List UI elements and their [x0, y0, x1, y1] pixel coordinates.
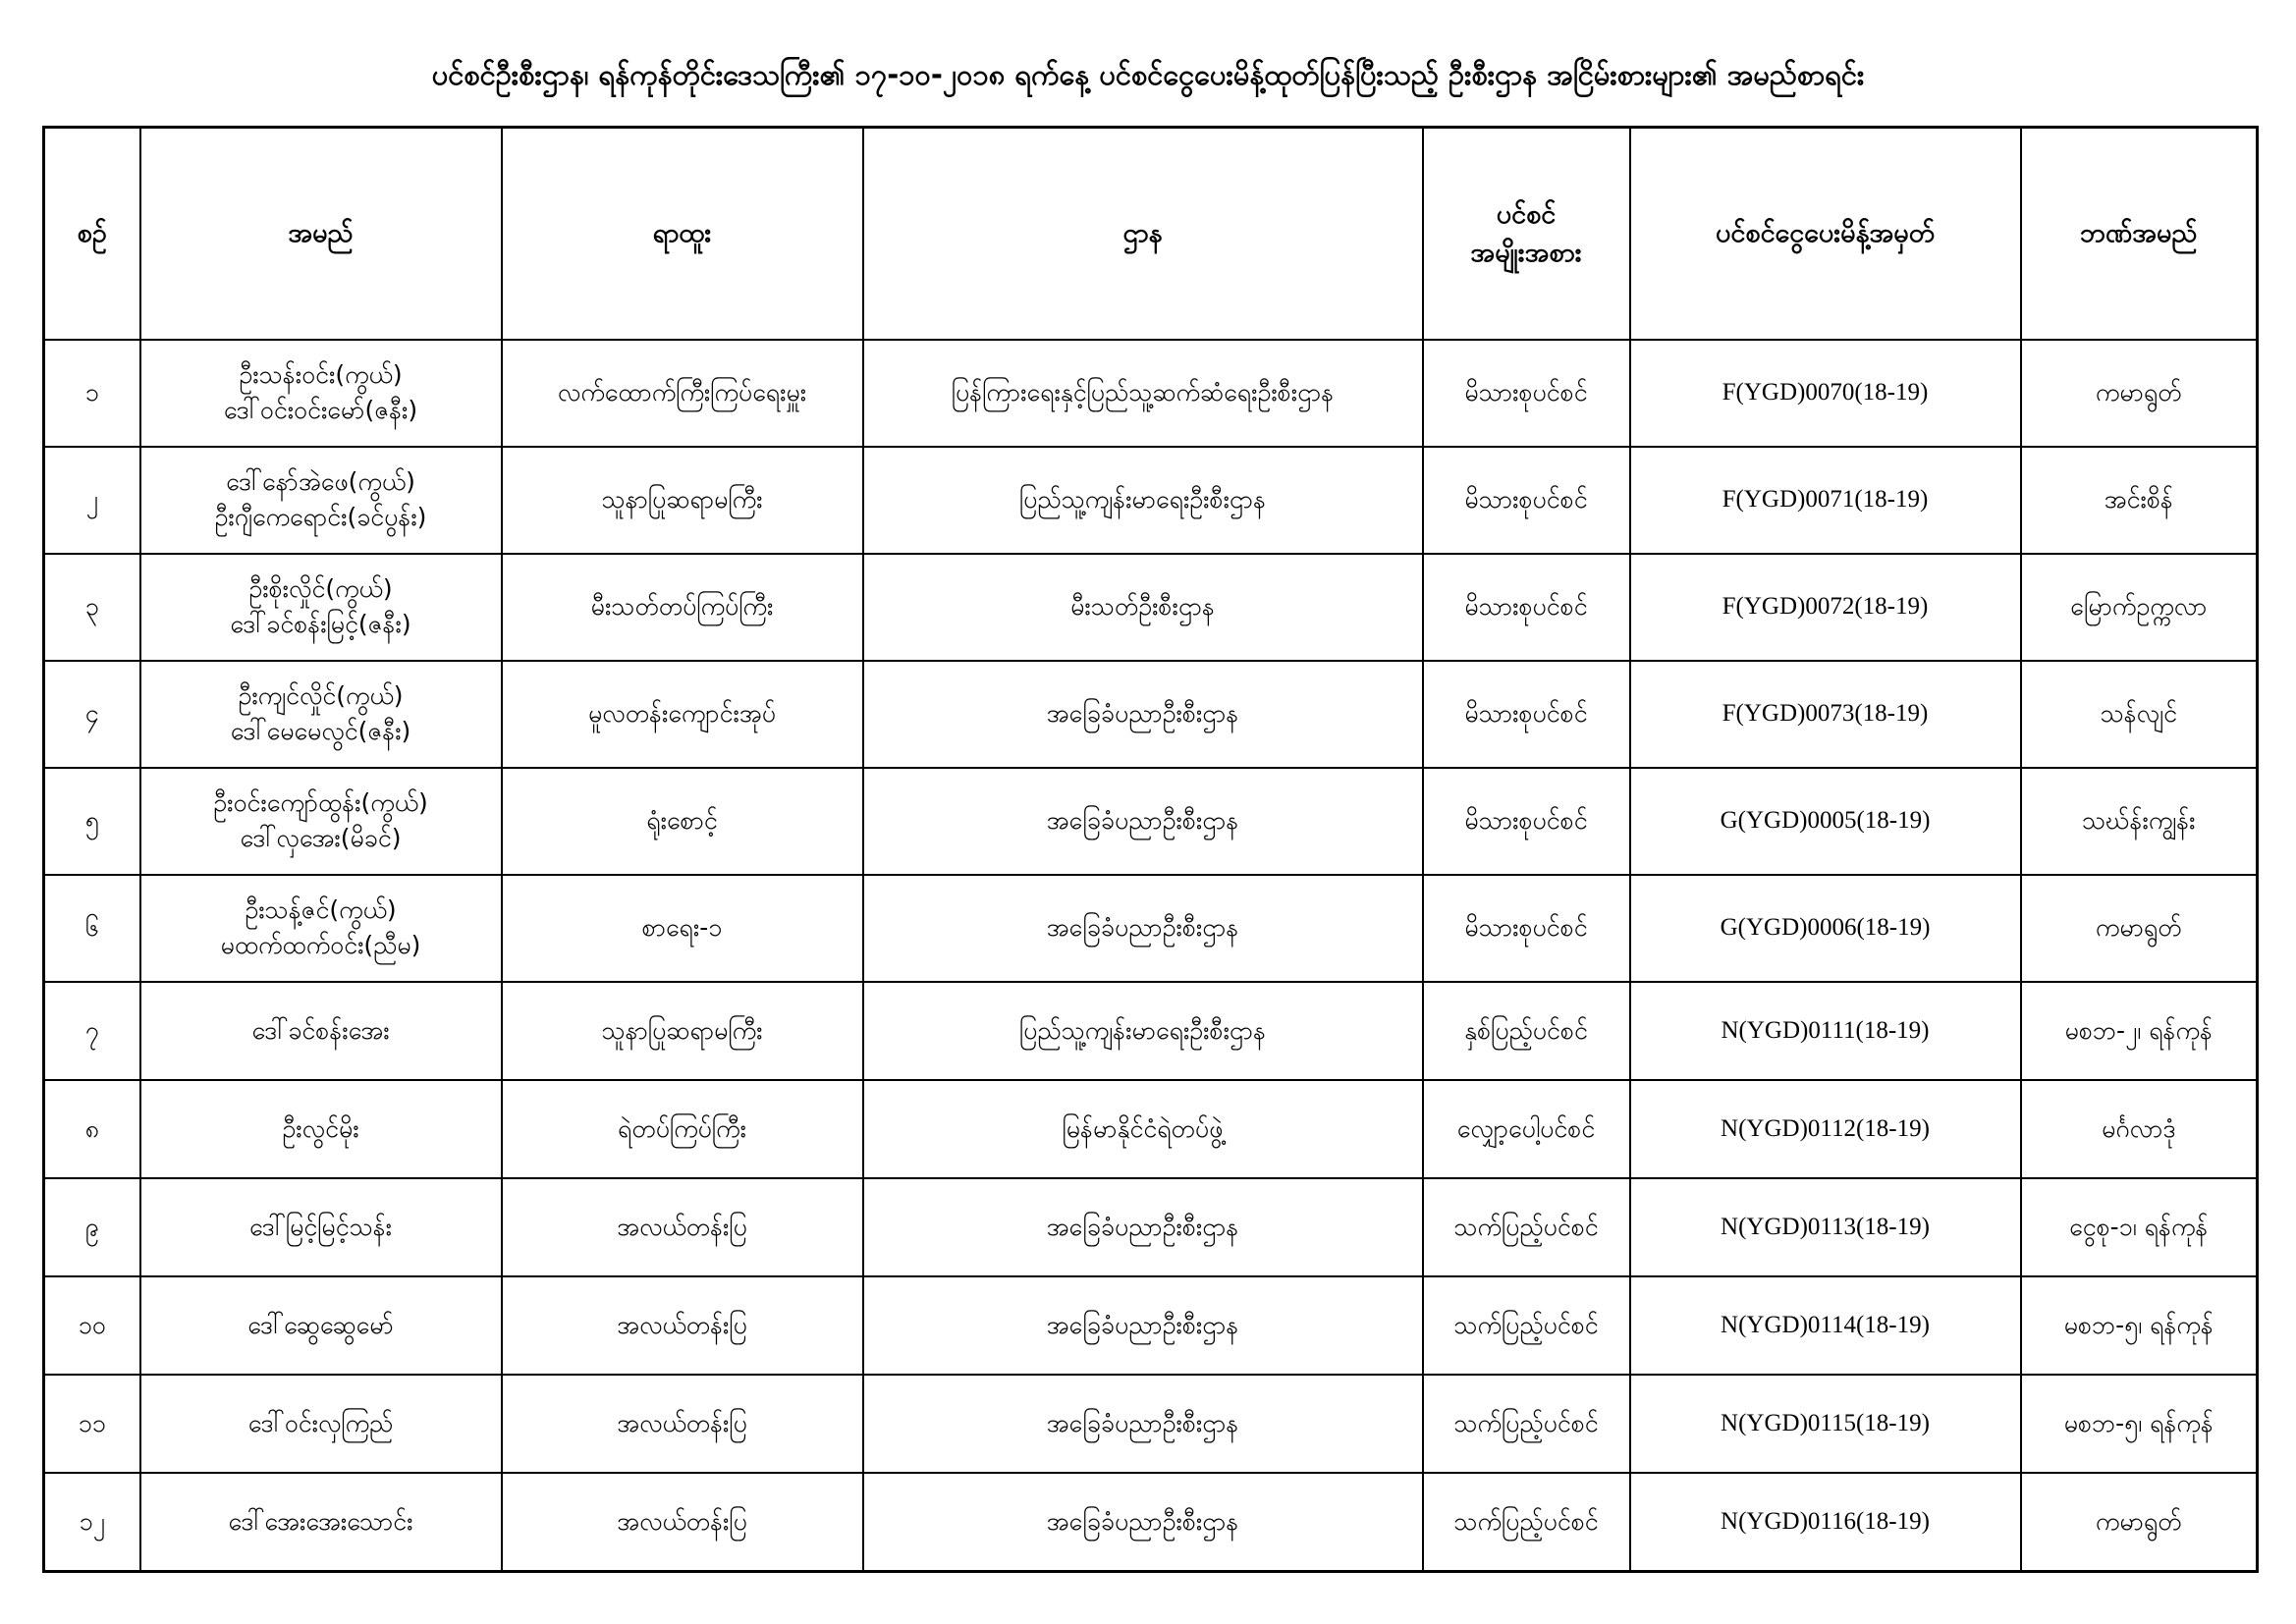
column-header-pension-type-line2: အမျိုးအစား [1470, 237, 1582, 268]
cell-name-line1: ဦးကျင်လှိုင်(ကွယ်) [238, 681, 404, 711]
cell-name-line1: ဦးဝင်းကျော်ထွန်း(ကွယ်) [213, 788, 428, 818]
cell-no: ၆ [44, 875, 140, 982]
cell-rank: မီးသတ်တပ်ကြပ်ကြီး [502, 554, 863, 661]
table-row [44, 768, 2258, 875]
cell-name-line2: ဒေါ်ခင်စန်းမြင့်(ဇနီး) [230, 610, 411, 639]
cell-bank: သဃ်န်းကျွန်း [2021, 768, 2258, 875]
cell-department: အခြေခံပညာဦးစီးဌာန [863, 875, 1423, 982]
column-header-no: စဥ် [44, 128, 140, 340]
cell-rank: သူနာပြုဆရာမကြီး [502, 982, 863, 1080]
table-row [44, 447, 2258, 554]
cell-pension-type: မိသားစုပင်စင် [1423, 340, 1630, 447]
cell-name-line1: ဦးသန်းဝင်း(ကွယ်) [239, 359, 403, 389]
cell-department: မီးသတ်ဦးစီးဌာန [863, 554, 1423, 661]
cell-order-no: G(YGD)0005(18-19) [1630, 768, 2021, 875]
cell-no: ၁ [44, 340, 140, 447]
column-header-pension-type [1423, 128, 1630, 340]
cell-pension-type: သက်ပြည့်ပင်စင် [1423, 1473, 1630, 1571]
cell-order-no: F(YGD)0072(18-19) [1630, 554, 2021, 661]
cell-rank: ရုံးစောင့် [502, 768, 863, 875]
cell-pension-type: မိသားစုပင်စင် [1423, 661, 1630, 768]
cell-name-line2: ဒေါ်ဝင်းဝင်းမော်(ဇနီး) [223, 396, 418, 425]
cell-no: ၅ [44, 768, 140, 875]
cell-name-line1: ဒေါ်နော်အဲဖေ(ကွယ်) [226, 466, 415, 496]
cell-name: ဒေါ်ခင်စန်းအေး [140, 982, 502, 1080]
cell-department: အခြေခံပညာဦးစီးဌာန [863, 1276, 1423, 1375]
cell-name: ဦးလွင်မိုး [140, 1080, 502, 1178]
cell-name-line2: မထက်ထက်ဝင်း(ညီမ) [220, 931, 421, 960]
cell-no: ၉ [44, 1178, 140, 1276]
cell-name-line1: ဦးသန့်ဇင်(ကွယ်) [245, 895, 397, 925]
cell-order-no: N(YGD)0113(18-19) [1630, 1178, 2021, 1276]
cell-department: အခြေခံပညာဦးစီးဌာန [863, 768, 1423, 875]
cell-order-no: F(YGD)0073(18-19) [1630, 661, 2021, 768]
cell-department: အခြေခံပညာဦးစီးဌာန [863, 1473, 1423, 1571]
cell-order-no: N(YGD)0111(18-19) [1630, 982, 2021, 1080]
table-row [44, 1473, 2258, 1571]
cell-bank: ငွေစု-၁၊ ရန်ကုန် [2021, 1178, 2258, 1276]
cell-order-no: N(YGD)0114(18-19) [1630, 1276, 2021, 1375]
cell-order-no: G(YGD)0006(18-19) [1630, 875, 2021, 982]
column-header-name: အမည် [140, 128, 502, 340]
cell-order-no: N(YGD)0116(18-19) [1630, 1473, 2021, 1571]
cell-no: ၈ [44, 1080, 140, 1178]
column-header-rank: ရာထူး [502, 128, 863, 340]
cell-no: ၁၂ [44, 1473, 140, 1571]
cell-department: အခြေခံပညာဦးစီးဌာန [863, 1375, 1423, 1473]
column-header-pension-type-line1: ပင်စင် [1496, 198, 1557, 230]
table-row [44, 661, 2258, 768]
table-row [44, 1080, 2258, 1178]
cell-bank: မင်္ဂလာဒုံ [2021, 1080, 2258, 1178]
cell-name [140, 340, 502, 447]
cell-rank: ရဲတပ်ကြပ်ကြီး [502, 1080, 863, 1178]
cell-rank: အလယ်တန်းပြ [502, 1473, 863, 1571]
cell-bank: ကမာရွတ် [2021, 340, 2258, 447]
table-row [44, 554, 2258, 661]
cell-bank: သန်လျင် [2021, 661, 2258, 768]
cell-no: ၃ [44, 554, 140, 661]
cell-order-no: F(YGD)0070(18-19) [1630, 340, 2021, 447]
cell-pension-type: သက်ပြည့်ပင်စင် [1423, 1375, 1630, 1473]
cell-pension-type: သက်ပြည့်ပင်စင် [1423, 1276, 1630, 1375]
table-row [44, 1178, 2258, 1276]
cell-department: ပြည်သူ့ကျန်းမာရေးဦးစီးဌာန [863, 982, 1423, 1080]
table-row [44, 340, 2258, 447]
cell-name [140, 661, 502, 768]
cell-pension-type: လျှော့ပေါ့ပင်စင် [1423, 1080, 1630, 1178]
cell-bank: မစဘ-၅၊ ရန်ကုန် [2021, 1375, 2258, 1473]
table-row [44, 1276, 2258, 1375]
cell-bank: အင်းစိန် [2021, 447, 2258, 554]
cell-bank: မြောက်ဥက္ကလာ [2021, 554, 2258, 661]
cell-no: ၇ [44, 982, 140, 1080]
cell-no: ၁၀ [44, 1276, 140, 1375]
cell-order-no: N(YGD)0115(18-19) [1630, 1375, 2021, 1473]
cell-department: ပြန်ကြားရေးနှင့်ပြည်သူ့ဆက်ဆံရေးဦးစီးဌာန [863, 340, 1423, 447]
cell-name-line2: ဦးဂျီကေရောင်း(ခင်ပွန်း) [214, 503, 427, 532]
cell-bank: ကမာရွတ် [2021, 875, 2258, 982]
cell-name: ဒေါ်ဝင်းလှကြည် [140, 1375, 502, 1473]
pensioner-table [42, 126, 2259, 1573]
cell-name [140, 875, 502, 982]
cell-name-line1: ဦးစိုးလှိုင်(ကွယ်) [248, 573, 393, 603]
cell-no: ၄ [44, 661, 140, 768]
column-header-order-no: ပင်စင်ငွေပေးမိန့်အမှတ် [1630, 128, 2021, 340]
cell-name-line2: ဒေါ်လှအေး(မိခင်) [240, 824, 402, 853]
cell-name [140, 768, 502, 875]
cell-name-line2: ဒေါ်မေမေလွင်(ဇနီး) [230, 717, 411, 746]
cell-name [140, 554, 502, 661]
cell-pension-type: သက်ပြည့်ပင်စင် [1423, 1178, 1630, 1276]
table-row [44, 982, 2258, 1080]
table-header-row [44, 128, 2258, 340]
cell-rank: အလယ်တန်းပြ [502, 1178, 863, 1276]
column-header-department: ဌာန [863, 128, 1423, 340]
cell-pension-type: မိသားစုပင်စင် [1423, 875, 1630, 982]
cell-pension-type: နှစ်ပြည့်ပင်စင် [1423, 982, 1630, 1080]
cell-pension-type: မိသားစုပင်စင် [1423, 768, 1630, 875]
cell-bank: မစဘ-၂၊ ရန်ကုန် [2021, 982, 2258, 1080]
cell-department: အခြေခံပညာဦးစီးဌာန [863, 1178, 1423, 1276]
cell-bank: ကမာရွတ် [2021, 1473, 2258, 1571]
cell-no: ၁၁ [44, 1375, 140, 1473]
table-row [44, 875, 2258, 982]
cell-name: ဒေါ်မြင့်မြင့်သန်း [140, 1178, 502, 1276]
cell-rank: အလယ်တန်းပြ [502, 1276, 863, 1375]
table-row [44, 1375, 2258, 1473]
cell-name: ဒေါ်အေးအေးသောင်း [140, 1473, 502, 1571]
cell-department: မြန်မာနိုင်ငံရဲတပ်ဖွဲ့ [863, 1080, 1423, 1178]
cell-rank: သူနာပြုဆရာမကြီး [502, 447, 863, 554]
cell-rank: အလယ်တန်းပြ [502, 1375, 863, 1473]
cell-department: အခြေခံပညာဦးစီးဌာန [863, 661, 1423, 768]
page-title: ပင်စင်ဦးစီးဌာန၊ ရန်ကုန်တိုင်းဒေသကြီး၏ ၁၇-၁၀-၂၀၁၈ ရက်နေ့ ပင်စင်ငွေပေးမိန့်ထုတ်ပြန်ပြီးသည့် ဦးစီးဌာန အငြိမ်းစားများ၏ အမည်စာရင်း [431, 58, 1865, 91]
cell-pension-type: မိသားစုပင်စင် [1423, 554, 1630, 661]
cell-rank: စာရေး-၁ [502, 875, 863, 982]
cell-rank: လက်ထောက်ကြီးကြပ်ရေးမှူး [502, 340, 863, 447]
cell-department: ပြည်သူ့ကျန်းမာရေးဦးစီးဌာန [863, 447, 1423, 554]
cell-order-no: N(YGD)0112(18-19) [1630, 1080, 2021, 1178]
cell-pension-type: မိသားစုပင်စင် [1423, 447, 1630, 554]
cell-name: ဒေါ်ဆွေဆွေမော် [140, 1276, 502, 1375]
cell-name [140, 447, 502, 554]
cell-bank: မစဘ-၅၊ ရန်ကုန် [2021, 1276, 2258, 1375]
cell-rank: မူလတန်းကျောင်းအုပ် [502, 661, 863, 768]
cell-order-no: F(YGD)0071(18-19) [1630, 447, 2021, 554]
column-header-bank: ဘဏ်အမည် [2021, 128, 2258, 340]
cell-no: ၂ [44, 447, 140, 554]
